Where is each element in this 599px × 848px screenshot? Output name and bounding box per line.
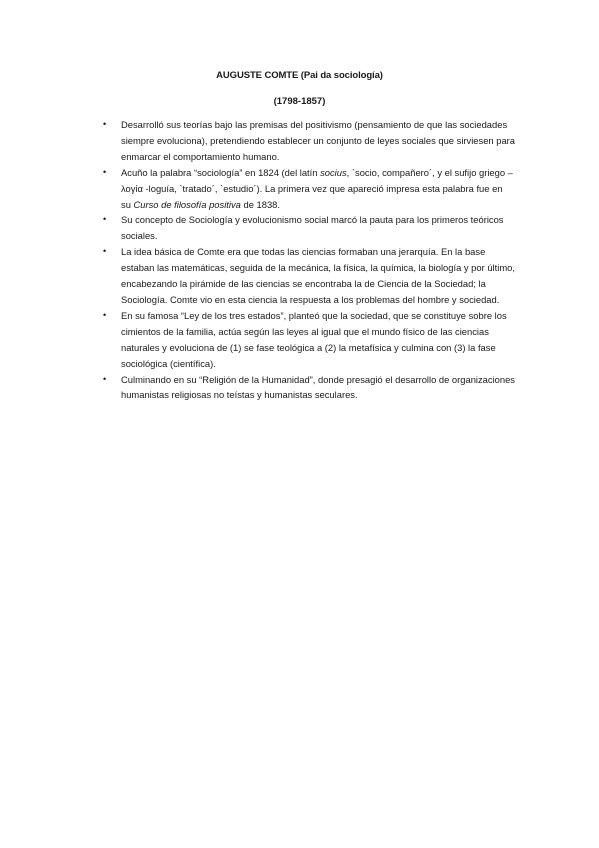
item-italic-title: Curso de filosofía positiva bbox=[133, 198, 241, 210]
list-item bbox=[101, 308, 515, 372]
title-subtitle: (Pai da sociología) bbox=[300, 70, 383, 81]
document-dates: (1798-1857) bbox=[273, 96, 326, 107]
list-item bbox=[101, 117, 515, 165]
bullet-icon: • bbox=[103, 246, 107, 257]
item-text: , `socio, compañero´, y el sufijo griego – λογία -loguía, `tratado´, `estudio´). La primera vez que apareció impresa esta palabra fue en su bbox=[121, 166, 513, 210]
list-item bbox=[101, 165, 515, 213]
list-item bbox=[101, 212, 515, 244]
item-text: Su concepto de Sociología y evolucionismo social marcó la pauta para los primeros teóricos sociales. bbox=[121, 214, 504, 242]
item-text: Culminando en su “Religión de la Humanidad”, donde presagió el desarrollo de organizaciones humanistas religiosas no teístas y humanistas seculares. bbox=[121, 373, 515, 401]
item-text: Acuño la palabra “sociología” en 1824 (del latín bbox=[121, 166, 321, 178]
bullet-icon: • bbox=[103, 119, 107, 129]
document-title bbox=[0, 70, 599, 81]
item-text: Desarrolló sus teorías bajo las premisas del positivismo (pensamiento de que las sociedades siempre evoluciona), pretendiendo establecer un conjunto de leyes sociales que sirviesen para enmarcar el comportamiento humano. bbox=[121, 119, 515, 162]
bullet-icon: • bbox=[103, 373, 107, 384]
item-text: La idea básica de Comte era que todas las ciencias formaban una jerarquía. En la base estaban las matemáticas, seguida de la mecánica, la física, la química, la biología y por último, encabezando la pirámide de las ciencias se encontraba la de Ciencia de la Sociedad; la Sociología. Comte vio en esta ciencia la respuesta a los problemas del hombre y sociedad. bbox=[121, 246, 515, 305]
bullet-icon: • bbox=[103, 214, 107, 225]
list-item bbox=[101, 244, 515, 308]
bullet-list bbox=[101, 117, 515, 403]
item-italic-term: socius bbox=[320, 166, 347, 178]
bullet-icon: • bbox=[103, 309, 107, 320]
title-main: AUGUSTE COMTE bbox=[216, 70, 299, 81]
item-text: En su famosa “Ley de los tres estados”, planteó que la sociedad, que se constituye sobre los cimientos de la familia, actúa según las leyes al igual que el mundo físico de las ciencias naturales y evoluciona de (1) se fase teológica a (2) la metafísica y culmina con (3) la fase sociológica (científica). bbox=[121, 309, 507, 369]
item-text: de 1838. bbox=[240, 198, 280, 210]
list-item bbox=[101, 372, 515, 404]
bullet-icon: • bbox=[103, 166, 107, 177]
